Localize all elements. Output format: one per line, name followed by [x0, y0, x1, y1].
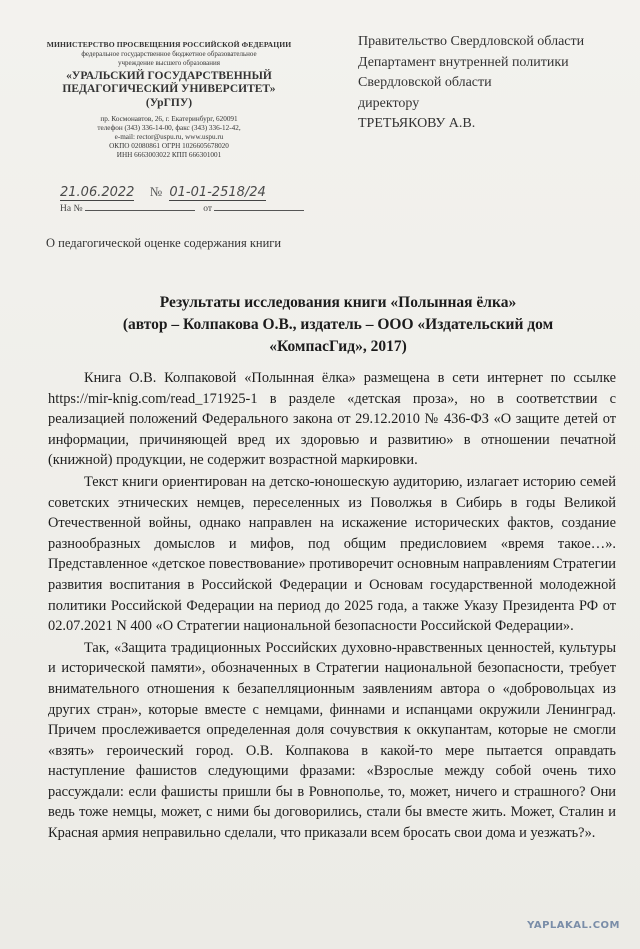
addressee-line3: Свердловской области — [358, 75, 492, 90]
letterhead-okpo: ОКПО 02080861 ОГРН 1026605678020 — [109, 142, 229, 151]
body-paragraph-1: Книга О.В. Колпаковой «Полынная ёлка» размещена в сети интернет по ссылке https://mir-knig.com/read_171925-1 в разделе «детская проза», но в соответствии с реализацией положений Федерального закона от 29.12.2010 № 436-ФЗ «О защите детей от информации, причиняющей вред их здоровью и развитию» в отношении печатной (книжной) продукции, не содержит возрастной маркировки. — [48, 370, 616, 469]
letterhead-university-2: ПЕДАГОГИЧЕСКИЙ УНИВЕРСИТЕТ» — [62, 83, 276, 96]
watermark: YAPLAKAL.COM — [527, 920, 620, 931]
letterhead-line3: учреждение высшего образования — [118, 59, 220, 68]
title-line3: «КомпасГид», 2017) — [269, 338, 407, 355]
letterhead-line2: федеральное государственное бюджетное образовательное — [81, 49, 257, 58]
reference-ot-label: от — [203, 204, 213, 214]
title-line2: (автор – Колпакова О.В., издатель – ООО «Издательский дом — [122, 316, 554, 333]
letterhead-contacts — [34, 115, 304, 160]
letterhead — [34, 40, 304, 160]
addressee-block — [358, 32, 628, 135]
addressee-line5: ТРЕТЬЯКОВУ А.В. — [358, 116, 476, 131]
addressee-line4: директору — [358, 95, 420, 111]
letterhead-email: e-mail: rector@uspu.ru, www.uspu.ru — [114, 133, 224, 142]
title-line1: Результаты исследования книги «Полынная ёлка» — [159, 294, 517, 311]
letter-number-label: № — [149, 184, 163, 199]
letter-subject: О педагогической оценке содержания книги — [46, 236, 282, 250]
letter-date: 21.06.2022 — [60, 185, 135, 200]
letterhead-ministry: МИНИСТЕРСТВО ПРОСВЕЩЕНИЯ РОССИЙСКОЙ ФЕДЕРАЦИИ — [46, 40, 292, 49]
letterhead-inn: ИНН 6663003022 КПП 666301001 — [116, 151, 222, 160]
addressee-line2: Департамент внутренней политики — [358, 54, 569, 70]
letter-reference-row — [60, 204, 320, 214]
body-paragraph-3: Так, «Защита традиционных Российских духовно-нравственных ценностей, культуры и исторической памяти», обозначенных в Стратегии национальной безопасности, требует внимательного отношения к безапелляционным заявлениям автора о «добровольцах из других стран», которые вместе с немцами, финнами и испанцами окружили Ленинград. Причем прослеживается определенная доля сочувствия к оккупантам, которые не смогли «взять» героический город. О.В. Колпакова в какой-то мере пытается оправдать наступление фашистов следующими фразами: «Взрослые между собой очень тихо рассуждали: если фашисты пришли бы в Ровнополье, то, может, ничего и страшного? Они ведь тоже немцы, может, с ними бы договорились, стали бы вместе жить. Может, Сталин и Красная армия неправильно сделали, что приказали всем бросать свои дома и уезжать?». — [48, 639, 616, 842]
reference-na-label: На № — [60, 204, 83, 214]
letterhead-address: пр. Космонавтов, 26, г. Екатеринбург, 620091 — [100, 115, 238, 124]
letterhead-abbr: (УрГПУ) — [145, 96, 193, 109]
letter-number: 01-01-2518/24 — [169, 185, 266, 200]
letterhead-phone: телефон (343) 336-14-00, факс (343) 336-12-42, — [97, 124, 241, 133]
document-title — [60, 292, 616, 358]
letterhead-university-1: «УРАЛЬСКИЙ ГОСУДАРСТВЕННЫЙ — [66, 69, 272, 82]
document-body — [48, 368, 616, 844]
addressee-line1: Правительство Свердловской области — [358, 34, 585, 49]
body-paragraph-2: Текст книги ориентирован на детско-юношескую аудиторию, излагает историю семей советских этнических немцев, переселенных из Поволжья в Сибирь в годы Великой Отечественной войны, однако направлен на искажение исторических фактов, создание разнообразных домыслов и мифов, под общим предисловием «время такое…». Представленное «детское повествование» противоречит основным направлениям Стратегии развития воспитания в Российской Федерации и Основам государственной молодежной политики Российской Федерации на период до 2025 года, а также Указу Президента РФ от 02.07.2021 N 400 «О Стратегии национальной безопасности Российской Федерации». — [48, 473, 616, 635]
letter-date-row — [60, 184, 320, 201]
